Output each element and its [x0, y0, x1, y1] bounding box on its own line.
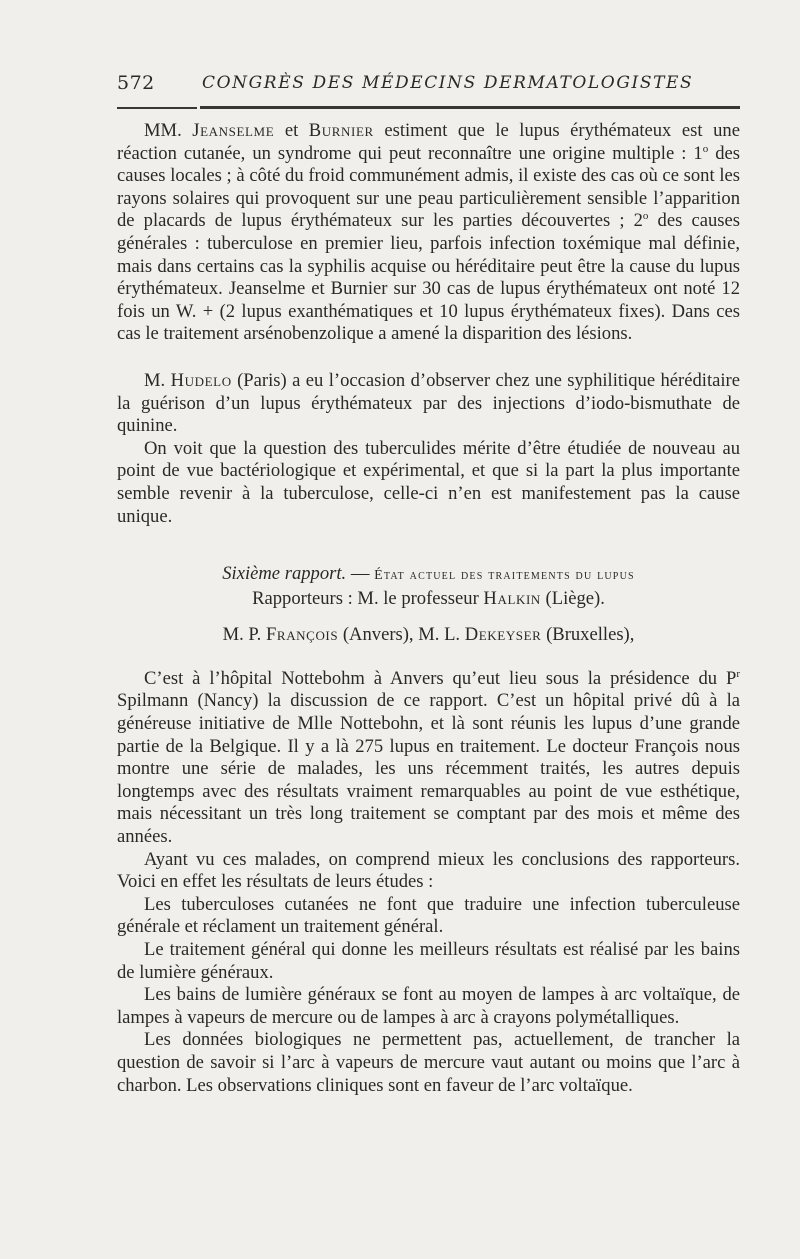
- header-rule-right: [200, 106, 740, 109]
- paragraph-conclusion-3: Les bains de lumière généraux se font au moyen de lampes à arc voltaïque, de lampes à vapeurs de mercure ou de lampes à arc à crayons polymétalliques.: [117, 984, 740, 1028]
- author-name: Jeanselme: [192, 120, 275, 141]
- superscript: r: [736, 667, 740, 680]
- text-run: des causes locales ; à côté du froid communément admis, il existe des cas où ce sont les rayons solaires qui provoquent sur une peau particulièrement sensible l’apparition de placards de lupus érythémateux sur les parties découvertes ; 2: [117, 142, 741, 232]
- page-header: [117, 70, 740, 100]
- superscript: o: [702, 142, 709, 155]
- header-rule-left: [117, 107, 197, 109]
- author-name: Halkin: [483, 587, 541, 609]
- paragraph-conclusions: Ayant vu ces malades, on comprend mieux les conclusions des rapporteurs. Voici en effet les résultats de leurs études :: [117, 848, 740, 893]
- text-run: (Liège).: [540, 587, 605, 609]
- text-run: estiment que le lupus érythémateux est une réaction cutanée, un syndrome qui peut reconnaître une origine multiple : 1: [117, 120, 740, 164]
- authors-line: [117, 624, 740, 647]
- paragraph-conclusion-2: Le traitement général qui donne les meilleurs résultats est réalisé par les bains de lumière généraux.: [117, 939, 740, 983]
- section-label: Sixième rapport.: [222, 563, 347, 585]
- paragraph-nottebohm: [117, 668, 740, 849]
- text-run: des causes générales : tuberculose en premier lieu, parfois infection toxémique mal définie, mais dans certains cas la syphilis acquise ou héréditaire peut être la cause du lupus érythémateux. Jeanselme et Burnier sur 30 cas de lupus érythémateux ont noté 12 fois un W. + (2 lupus exanthématiques et 10 lupus érythémateux fixes). Dans ces cas le traitement arsénobenzolique a amené la disparition des lésions.: [117, 210, 740, 345]
- superscript: o: [642, 210, 649, 223]
- paragraph-conclusion-1: Les tuberculoses cutanées ne font que traduire une infection tuberculeuse générale et réclament un traitement général.: [117, 893, 740, 938]
- author-name: François: [265, 624, 339, 646]
- running-title: CONGRÈS DES MÉDECINS DERMATOLOGISTES: [202, 73, 694, 93]
- section-heading: [117, 563, 740, 588]
- text-run: M. P.: [222, 624, 266, 646]
- text-run: Rapporteurs : M. le professeur: [252, 587, 484, 609]
- text-run: (Bruxelles),: [541, 624, 635, 646]
- text-run: C’est à l’hôpital Nottebohm à Anvers qu’eut lieu sous la présidence du P: [144, 667, 737, 689]
- text-run: —: [346, 563, 375, 585]
- text-run: MM.: [144, 120, 193, 141]
- page-number: 572: [117, 72, 155, 94]
- author-name: Hudelo: [170, 369, 232, 391]
- text-run: et: [274, 120, 309, 141]
- paragraph-tuberculides: On voit que la question des tuberculides mérite d’être étudiée de nouveau au point de vue bactériologique et expérimental, et que si la part la plus importante semble revenir à la tuberculose, celle-ci n’en est manifestement pas la cause unique.: [117, 437, 740, 527]
- text-run: M.: [144, 369, 171, 391]
- text-run: (Anvers), M. L.: [338, 624, 465, 646]
- rapporteurs-line: [117, 588, 740, 611]
- text-run: (Paris) a eu l’occasion d’observer chez une syphilitique héréditaire la guérison d’un lupus érythémateux par des injections d’iodo-bismuthate de quinine.: [117, 369, 740, 437]
- author-name: Burnier: [308, 120, 374, 141]
- section-title: État actuel des traitements du lupus: [374, 568, 635, 584]
- paragraph-hudelo: [117, 370, 740, 438]
- text-run: Spilmann (Nancy) la discussion de ce rapport. C’est un hôpital privé dû à la généreuse initiative de Mlle Nottebohn, et là sont réunis les lupus d’une grande partie de la Belgique. Il y a là 275 lupus en traitement. Le docteur François nous montre une série de malades, les uns récemment traités, les autres depuis longtemps avec des résultats vraiment remarquables au point de vue esthétique, mais nécessitant un très long traitement se comptant par des mois et même des années.: [117, 690, 740, 848]
- body-text: [117, 120, 740, 1097]
- author-name: Dekeyser: [464, 624, 542, 646]
- paragraph-conclusion-4: Les données biologiques ne permettent pas, actuellement, de trancher la question de savoir si l’arc à vapeurs de mercure vaut autant ou moins que l’arc à charbon. Les observations cliniques sont en faveur de l’arc voltaïque.: [117, 1029, 740, 1096]
- paragraph-jeanselme-burnier: [117, 120, 740, 346]
